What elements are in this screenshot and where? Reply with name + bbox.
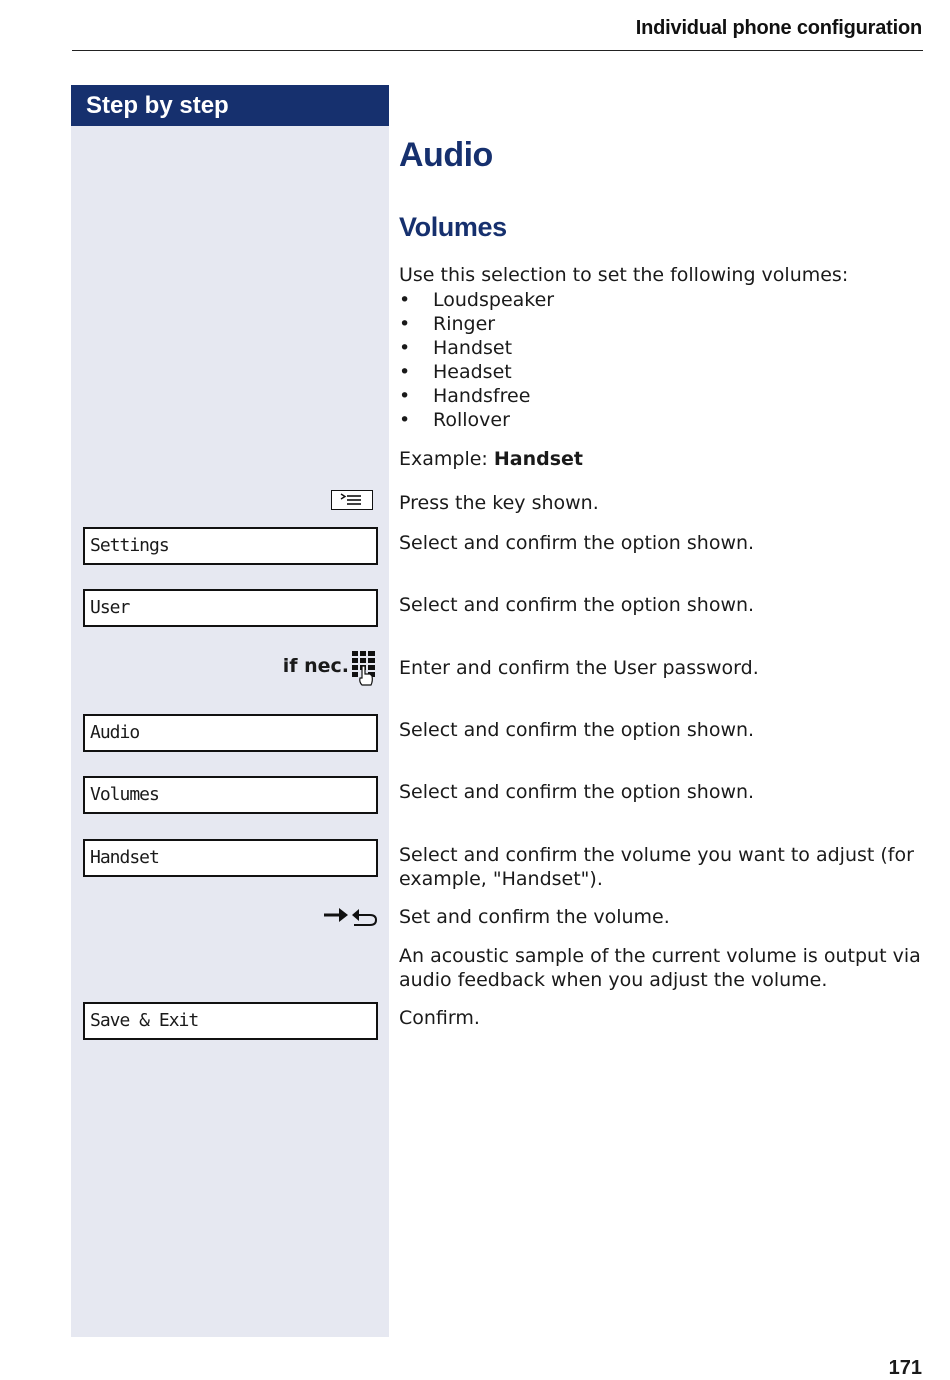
if-necessary-label: if nec. [282,655,349,677]
list-item: • Headset [399,360,554,384]
save-exit-instruction: Confirm. [399,1007,480,1029]
password-instruction: Enter and confirm the User password. [399,657,759,679]
save-exit-option-button[interactable]: Save & Exit [83,1002,378,1040]
header-divider [72,50,923,51]
volumes-option-button[interactable]: Volumes [83,776,378,814]
example-value: Handset [493,448,584,470]
list-item: • Loudspeaker [399,288,554,312]
list-item: • Ringer [399,312,554,336]
audio-option-button[interactable]: Audio [83,714,378,752]
running-header: Individual phone configuration [635,17,922,39]
user-option-button[interactable]: User [83,589,378,627]
step-sidebar [71,85,389,1337]
acoustic-note: An acoustic sample of the current volume is output via audio feedback when you adjust the volume. [399,945,921,991]
menu-key-instruction: Press the key shown. [399,492,599,514]
settings-instruction: Select and confirm the option shown. [399,532,755,554]
list-item: • Handsfree [399,384,554,408]
intro-text: Use this selection to set the following volumes: [399,264,849,286]
set-volume-instruction: Set and confirm the volume. [399,906,670,928]
page-number: 171 [888,1357,922,1379]
volumes-instruction: Select and confirm the option shown. [399,781,755,803]
list-item: • Handset [399,336,554,360]
menu-key-icon [331,490,373,510]
keypad-icon [351,651,377,687]
sidebar-heading: Step by step [71,85,389,126]
audio-instruction: Select and confirm the option shown. [399,719,755,741]
section-title: Audio [399,136,493,174]
handset-option-button[interactable]: Handset [83,839,378,877]
user-instruction: Select and confirm the option shown. [399,594,755,616]
example-line [399,447,583,471]
section-subtitle: Volumes [399,212,507,242]
handset-instruction: Select and confirm the volume you want to adjust (for example, "Handset"). [399,844,914,890]
volume-list [399,288,554,432]
list-item: • Rollover [399,408,554,432]
arrow-right-return-icon [322,904,378,928]
settings-option-button[interactable]: Settings [83,527,378,565]
example-prefix: Example: [399,448,494,470]
